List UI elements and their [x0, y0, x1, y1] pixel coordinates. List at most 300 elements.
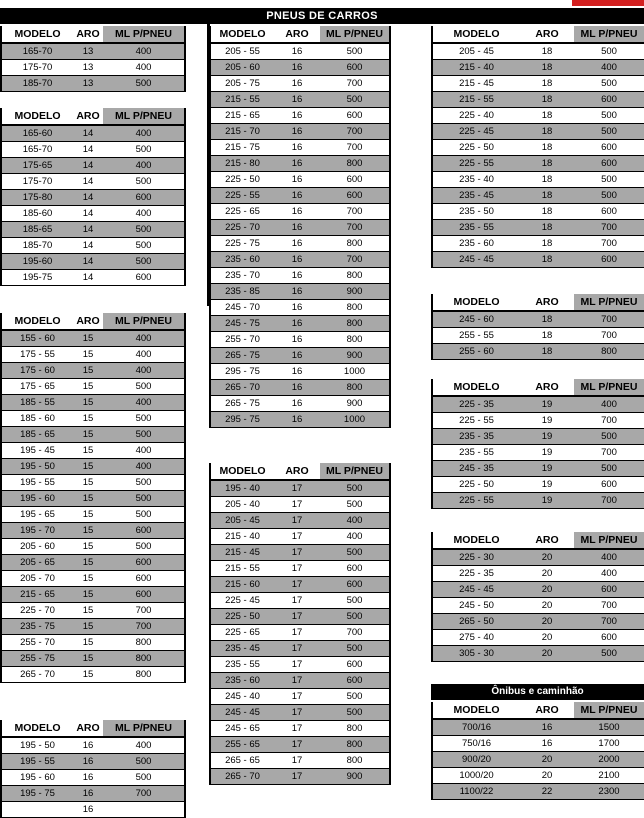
- rim-size-cell: 19: [520, 413, 574, 429]
- ml-per-tire-cell: 600: [574, 156, 644, 172]
- column-header-ml: ML P/PNEU: [574, 379, 644, 396]
- table-row: [432, 752, 644, 768]
- tire-size-cell: 750/16: [432, 736, 520, 752]
- tire-size-cell: 195 - 50: [1, 737, 73, 754]
- ml-per-tire-cell: 600: [574, 477, 644, 493]
- column-header-ml: ML P/PNEU: [103, 108, 185, 125]
- rim-size-cell: 19: [520, 429, 574, 445]
- ml-per-tire-cell: 400: [574, 60, 644, 76]
- tire-size-cell: 245 - 75: [210, 316, 274, 332]
- ml-per-tire-cell: 700: [320, 124, 390, 140]
- ml-per-tire-cell: 500: [103, 238, 185, 254]
- tire-size-cell: 195 - 75: [1, 786, 73, 802]
- tire-size-cell: 225 - 45: [210, 593, 274, 609]
- rim-size-cell: 16: [274, 156, 320, 172]
- ml-per-tire-cell: 600: [103, 523, 185, 539]
- rim-size-cell: 15: [73, 507, 103, 523]
- tire-size-cell: 235 - 50: [432, 204, 520, 220]
- ml-per-tire-cell: 600: [103, 571, 185, 587]
- ml-per-tire-cell: 400: [103, 43, 185, 60]
- tire-size-cell: 215 - 65: [1, 587, 73, 603]
- column-header-aro: ARO: [274, 463, 320, 480]
- ml-per-tire-cell: 800: [103, 667, 185, 683]
- table-row: [210, 236, 390, 252]
- tire-size-cell: 195 - 40: [210, 480, 274, 497]
- ml-per-tire-cell: 600: [320, 172, 390, 188]
- table-row: [210, 92, 390, 108]
- table-row: [432, 630, 644, 646]
- tire-size-cell: 255 - 55: [432, 328, 520, 344]
- ml-per-tire-cell: 700: [320, 204, 390, 220]
- table-row: [1, 786, 185, 802]
- table-row: [210, 108, 390, 124]
- table-row: [1, 222, 185, 238]
- tire-size-cell: 165-70: [1, 43, 73, 60]
- table-row: [1, 174, 185, 190]
- rim-size-cell: 13: [73, 60, 103, 76]
- rim-size-cell: 15: [73, 330, 103, 347]
- tire-size-cell: 215 - 70: [210, 124, 274, 140]
- ml-per-tire-cell: 400: [103, 347, 185, 363]
- table-row: [1, 206, 185, 222]
- table-row: [432, 445, 644, 461]
- ml-per-tire-cell: 900: [320, 769, 390, 785]
- ml-per-tire-cell: 500: [103, 76, 185, 92]
- table-row: [432, 413, 644, 429]
- table-row: [432, 719, 644, 736]
- table-row: [1, 76, 185, 92]
- tire-size-cell: 245 - 45: [432, 582, 520, 598]
- column-header-modelo: MODELO: [1, 26, 73, 43]
- column-header-aro: ARO: [520, 26, 574, 43]
- ml-per-tire-cell: 400: [103, 60, 185, 76]
- tire-size-cell: 235 - 45: [210, 641, 274, 657]
- ml-per-tire-cell: 600: [103, 555, 185, 571]
- ml-per-tire-cell: 700: [574, 328, 644, 344]
- rim-size-cell: 15: [73, 475, 103, 491]
- ml-per-tire-cell: 700: [103, 603, 185, 619]
- rim-size-cell: 18: [520, 172, 574, 188]
- ml-per-tire-cell: 900: [320, 348, 390, 364]
- table-row: [432, 493, 644, 509]
- table-header-row: [1, 720, 185, 737]
- rim-size-cell: 16: [274, 140, 320, 156]
- tire-size-cell: 1000/20: [432, 768, 520, 784]
- tire-size-cell: 235 - 55: [210, 657, 274, 673]
- rim-size-cell: 15: [73, 667, 103, 683]
- ml-per-tire-cell: 600: [320, 657, 390, 673]
- rim-size-cell: 15: [73, 651, 103, 667]
- ml-per-tire-cell: 700: [103, 786, 185, 802]
- table-row: [210, 609, 390, 625]
- tire-size-cell: 215 - 55: [432, 92, 520, 108]
- rim-size-cell: 15: [73, 411, 103, 427]
- ml-per-tire-cell: 800: [320, 721, 390, 737]
- tire-size-cell: 215 - 80: [210, 156, 274, 172]
- ml-per-tire-cell: 800: [103, 635, 185, 651]
- tire-size-cell: 195 - 55: [1, 475, 73, 491]
- ml-per-tire-cell: 500: [103, 174, 185, 190]
- table-header-row: [210, 26, 390, 43]
- rim-size-cell: 16: [274, 172, 320, 188]
- ml-per-tire-cell: 500: [320, 480, 390, 497]
- rim-size-cell: 16: [274, 188, 320, 204]
- tire-table-aro16-left: [0, 720, 186, 818]
- ml-per-tire-cell: 400: [320, 529, 390, 545]
- tire-size-cell: 195 - 60: [1, 770, 73, 786]
- column-header-modelo: MODELO: [432, 379, 520, 396]
- tire-size-cell: 245 - 65: [210, 721, 274, 737]
- ml-per-tire-cell: 800: [574, 344, 644, 360]
- tire-size-cell: 235 - 45: [432, 188, 520, 204]
- rim-size-cell: 18: [520, 124, 574, 140]
- table-row: [1, 379, 185, 395]
- rim-size-cell: 17: [274, 657, 320, 673]
- rim-size-cell: 20: [520, 566, 574, 582]
- tire-size-cell: 225 - 50: [432, 140, 520, 156]
- table-row: [210, 284, 390, 300]
- tire-table-aro18-extra: [431, 294, 644, 360]
- ml-per-tire-cell: 2100: [574, 768, 644, 784]
- tire-size-cell: 215 - 60: [210, 577, 274, 593]
- table-row: [210, 769, 390, 785]
- ml-per-tire-cell: 900: [320, 284, 390, 300]
- tire-size-cell: 245 - 45: [432, 252, 520, 268]
- table-row: [1, 190, 185, 206]
- rim-size-cell: 14: [73, 142, 103, 158]
- ml-per-tire-cell: 800: [320, 380, 390, 396]
- red-accent-bar: [572, 0, 644, 6]
- rim-size-cell: 20: [520, 752, 574, 768]
- ml-per-tire-cell: 500: [103, 754, 185, 770]
- column-header-aro: ARO: [520, 702, 574, 719]
- rim-size-cell: 18: [520, 156, 574, 172]
- column-header-ml: ML P/PNEU: [320, 463, 390, 480]
- ml-per-tire-cell: 600: [103, 190, 185, 206]
- rim-size-cell: 20: [520, 630, 574, 646]
- ml-per-tire-cell: 700: [574, 220, 644, 236]
- table-row: [210, 657, 390, 673]
- rim-size-cell: 16: [274, 380, 320, 396]
- ml-per-tire-cell: 700: [320, 252, 390, 268]
- ml-per-tire-cell: 800: [320, 156, 390, 172]
- ml-per-tire-cell: 400: [574, 549, 644, 566]
- table-row: [210, 753, 390, 769]
- table-row: [432, 429, 644, 445]
- ml-per-tire-cell: 400: [574, 566, 644, 582]
- table-row: [1, 603, 185, 619]
- tire-size-cell: 235 - 55: [432, 220, 520, 236]
- rim-size-cell: 14: [73, 222, 103, 238]
- ml-per-tire-cell: 400: [320, 513, 390, 529]
- table-row: [432, 736, 644, 752]
- tire-size-cell: 235 - 60: [210, 252, 274, 268]
- table-row: [432, 76, 644, 92]
- column-header-ml: ML P/PNEU: [103, 313, 185, 330]
- ml-per-tire-cell: 600: [574, 582, 644, 598]
- column-header-modelo: MODELO: [432, 702, 520, 719]
- ml-per-tire-cell: 500: [574, 108, 644, 124]
- ml-per-tire-cell: 500: [574, 461, 644, 477]
- tire-size-cell: 225 - 55: [432, 493, 520, 509]
- rim-size-cell: 17: [274, 673, 320, 689]
- rim-size-cell: 17: [274, 737, 320, 753]
- table-row: [210, 124, 390, 140]
- table-row: [210, 156, 390, 172]
- ml-per-tire-cell: 500: [574, 188, 644, 204]
- ml-per-tire-cell: 600: [574, 252, 644, 268]
- tire-size-cell: 215 - 45: [210, 545, 274, 561]
- rim-size-cell: 18: [520, 92, 574, 108]
- tire-size-cell: 185 - 65: [1, 427, 73, 443]
- tire-size-cell: 265 - 70: [1, 667, 73, 683]
- tire-size-cell: 225 - 55: [210, 188, 274, 204]
- rim-size-cell: 16: [274, 92, 320, 108]
- tire-table-aro17: [209, 463, 391, 785]
- table-row: [1, 754, 185, 770]
- tire-size-cell: 295 - 75: [210, 364, 274, 380]
- rim-size-cell: 19: [520, 477, 574, 493]
- table-row: [432, 124, 644, 140]
- tire-size-cell: 205 - 75: [210, 76, 274, 92]
- table-row: [1, 43, 185, 60]
- rim-size-cell: 17: [274, 689, 320, 705]
- table-row: [1, 459, 185, 475]
- column-header-modelo: MODELO: [432, 26, 520, 43]
- tire-size-cell: 245 - 50: [432, 598, 520, 614]
- rim-size-cell: 20: [520, 598, 574, 614]
- tire-size-cell: 700/16: [432, 719, 520, 736]
- ml-per-tire-cell: 500: [103, 475, 185, 491]
- table-row: [432, 582, 644, 598]
- rim-size-cell: 16: [274, 348, 320, 364]
- rim-size-cell: 16: [274, 284, 320, 300]
- ml-per-tire-cell: 2300: [574, 784, 644, 800]
- tire-size-cell: 225 - 70: [1, 603, 73, 619]
- tire-size-cell: 225 - 35: [432, 566, 520, 582]
- ml-per-tire-cell: 500: [320, 593, 390, 609]
- tire-table-aro13: [0, 26, 186, 92]
- column-header-ml: ML P/PNEU: [103, 720, 185, 737]
- tire-size-cell: 235 - 40: [432, 172, 520, 188]
- tire-size-cell: 205 - 60: [1, 539, 73, 555]
- column-header-ml: ML P/PNEU: [574, 294, 644, 311]
- rim-size-cell: 16: [274, 236, 320, 252]
- table-row: [1, 238, 185, 254]
- ml-per-tire-cell: 500: [103, 427, 185, 443]
- ml-per-tire-cell: 700: [574, 311, 644, 328]
- table-row: [210, 76, 390, 92]
- rim-size-cell: 16: [274, 204, 320, 220]
- tire-size-cell: 265 - 50: [432, 614, 520, 630]
- tire-table-aro14: [0, 108, 186, 286]
- tire-size-cell: 235 - 75: [1, 619, 73, 635]
- ml-per-tire-cell: 400: [103, 737, 185, 754]
- table-row: [1, 667, 185, 683]
- rim-size-cell: 16: [73, 754, 103, 770]
- tire-size-cell: 195 - 50: [1, 459, 73, 475]
- tire-size-cell: 175-70: [1, 174, 73, 190]
- tire-size-cell: 215 - 55: [210, 561, 274, 577]
- tire-size-cell: 175 - 55: [1, 347, 73, 363]
- table-row: [432, 60, 644, 76]
- table-row: [210, 480, 390, 497]
- tire-size-cell: 265 - 70: [210, 380, 274, 396]
- column-header-aro: ARO: [73, 108, 103, 125]
- table-row: [1, 802, 185, 818]
- rim-size-cell: 20: [520, 582, 574, 598]
- tire-size-cell: 215 - 55: [210, 92, 274, 108]
- table-row: [210, 625, 390, 641]
- rim-size-cell: 18: [520, 328, 574, 344]
- table-row: [432, 140, 644, 156]
- column-header-aro: ARO: [520, 532, 574, 549]
- tire-size-cell: 155 - 60: [1, 330, 73, 347]
- tire-size-cell: 195 - 60: [1, 491, 73, 507]
- tire-size-cell: 225 - 65: [210, 204, 274, 220]
- column-header-aro: ARO: [73, 313, 103, 330]
- column-header-modelo: MODELO: [1, 108, 73, 125]
- table-row: [1, 158, 185, 174]
- tire-size-cell: 235 - 70: [210, 268, 274, 284]
- rim-size-cell: 17: [274, 753, 320, 769]
- rim-size-cell: 20: [520, 549, 574, 566]
- table-header-row: [1, 313, 185, 330]
- tire-size-cell: 205 - 45: [432, 43, 520, 60]
- rim-size-cell: 14: [73, 270, 103, 286]
- ml-per-tire-cell: 500: [320, 641, 390, 657]
- table-header-row: [432, 532, 644, 549]
- rim-size-cell: 15: [73, 635, 103, 651]
- rim-size-cell: 18: [520, 252, 574, 268]
- table-row: [1, 395, 185, 411]
- rim-size-cell: 17: [274, 721, 320, 737]
- tire-size-cell: 175-80: [1, 190, 73, 206]
- rim-size-cell: 17: [274, 593, 320, 609]
- table-row: [432, 784, 644, 800]
- rim-size-cell: 14: [73, 158, 103, 174]
- tire-size-cell: 175-65: [1, 158, 73, 174]
- ml-per-tire-cell: 600: [103, 587, 185, 603]
- ml-per-tire-cell: 600: [320, 188, 390, 204]
- tire-size-cell: 225 - 50: [432, 477, 520, 493]
- ml-per-tire-cell: 900: [320, 396, 390, 412]
- ml-per-tire-cell: 700: [320, 76, 390, 92]
- tire-size-cell: 1100/22: [432, 784, 520, 800]
- tire-size-cell: 185 - 60: [1, 411, 73, 427]
- ml-per-tire-cell: 500: [320, 609, 390, 625]
- table-row: [210, 332, 390, 348]
- tire-size-cell: 205 - 55: [210, 43, 274, 60]
- table-row: [210, 593, 390, 609]
- tire-size-cell: 205 - 70: [1, 571, 73, 587]
- table-row: [1, 254, 185, 270]
- ml-per-tire-cell: 500: [320, 705, 390, 721]
- rim-size-cell: 17: [274, 769, 320, 785]
- tire-table-aro16-middle: [209, 26, 391, 428]
- table-row: [210, 172, 390, 188]
- rim-size-cell: 17: [274, 561, 320, 577]
- rim-size-cell: 16: [73, 737, 103, 754]
- ml-per-tire-cell: 600: [320, 577, 390, 593]
- table-row: [210, 364, 390, 380]
- table-header-row: [1, 108, 185, 125]
- rim-size-cell: 18: [520, 108, 574, 124]
- table-row: [432, 328, 644, 344]
- ml-per-tire-cell: 800: [320, 268, 390, 284]
- rim-size-cell: 15: [73, 555, 103, 571]
- table-row: [210, 673, 390, 689]
- ml-per-tire-cell: 1700: [574, 736, 644, 752]
- ml-per-tire-cell: 600: [320, 108, 390, 124]
- table-row: [432, 172, 644, 188]
- ml-per-tire-cell: 700: [320, 625, 390, 641]
- rim-size-cell: 15: [73, 571, 103, 587]
- ml-per-tire-cell: 500: [103, 222, 185, 238]
- table-row: [210, 412, 390, 428]
- tire-size-cell: 205 - 65: [1, 555, 73, 571]
- table-row: [1, 555, 185, 571]
- rim-size-cell: 16: [274, 300, 320, 316]
- rim-size-cell: 22: [520, 784, 574, 800]
- rim-size-cell: 18: [520, 204, 574, 220]
- tire-size-cell: 185 - 55: [1, 395, 73, 411]
- ml-per-tire-cell: 700: [320, 220, 390, 236]
- column-header-aro: ARO: [73, 720, 103, 737]
- rim-size-cell: 14: [73, 125, 103, 142]
- ml-per-tire-cell: 600: [320, 673, 390, 689]
- tire-size-cell: 215 - 75: [210, 140, 274, 156]
- table-row: [1, 507, 185, 523]
- table-row: [1, 363, 185, 379]
- rim-size-cell: 16: [274, 76, 320, 92]
- rim-size-cell: 14: [73, 238, 103, 254]
- tire-size-cell: 175 - 65: [1, 379, 73, 395]
- ml-per-tire-cell: 500: [574, 124, 644, 140]
- rim-size-cell: 17: [274, 609, 320, 625]
- rim-size-cell: 17: [274, 529, 320, 545]
- rim-size-cell: 16: [274, 108, 320, 124]
- tire-size-cell: 205 - 45: [210, 513, 274, 529]
- tire-size-cell: 195 - 70: [1, 523, 73, 539]
- ml-per-tire-cell: 2000: [574, 752, 644, 768]
- rim-size-cell: 15: [73, 379, 103, 395]
- ml-per-tire-cell: 700: [103, 619, 185, 635]
- tire-size-cell: 205 - 60: [210, 60, 274, 76]
- tire-size-cell: 175 - 60: [1, 363, 73, 379]
- ml-per-tire-cell: 1500: [574, 719, 644, 736]
- ml-per-tire-cell: 400: [103, 125, 185, 142]
- table-row: [210, 252, 390, 268]
- column-header-modelo: MODELO: [210, 463, 274, 480]
- tire-size-cell: 225 - 55: [432, 156, 520, 172]
- column-header-modelo: MODELO: [1, 720, 73, 737]
- tire-size-cell: 225 - 55: [432, 413, 520, 429]
- ml-per-tire-cell: 500: [103, 539, 185, 555]
- ml-per-tire-cell: 400: [103, 158, 185, 174]
- tire-size-cell: 225 - 75: [210, 236, 274, 252]
- tire-size-cell: 215 - 65: [210, 108, 274, 124]
- tire-size-cell: 265 - 75: [210, 348, 274, 364]
- tire-size-cell: 255 - 70: [1, 635, 73, 651]
- table-row: [210, 268, 390, 284]
- rim-size-cell: 15: [73, 347, 103, 363]
- table-row: [210, 140, 390, 156]
- tire-size-cell: 185-60: [1, 206, 73, 222]
- bus-truck-section-title: Ônibus e caminhão: [431, 684, 644, 700]
- rim-size-cell: 17: [274, 497, 320, 513]
- ml-per-tire-cell: 700: [574, 445, 644, 461]
